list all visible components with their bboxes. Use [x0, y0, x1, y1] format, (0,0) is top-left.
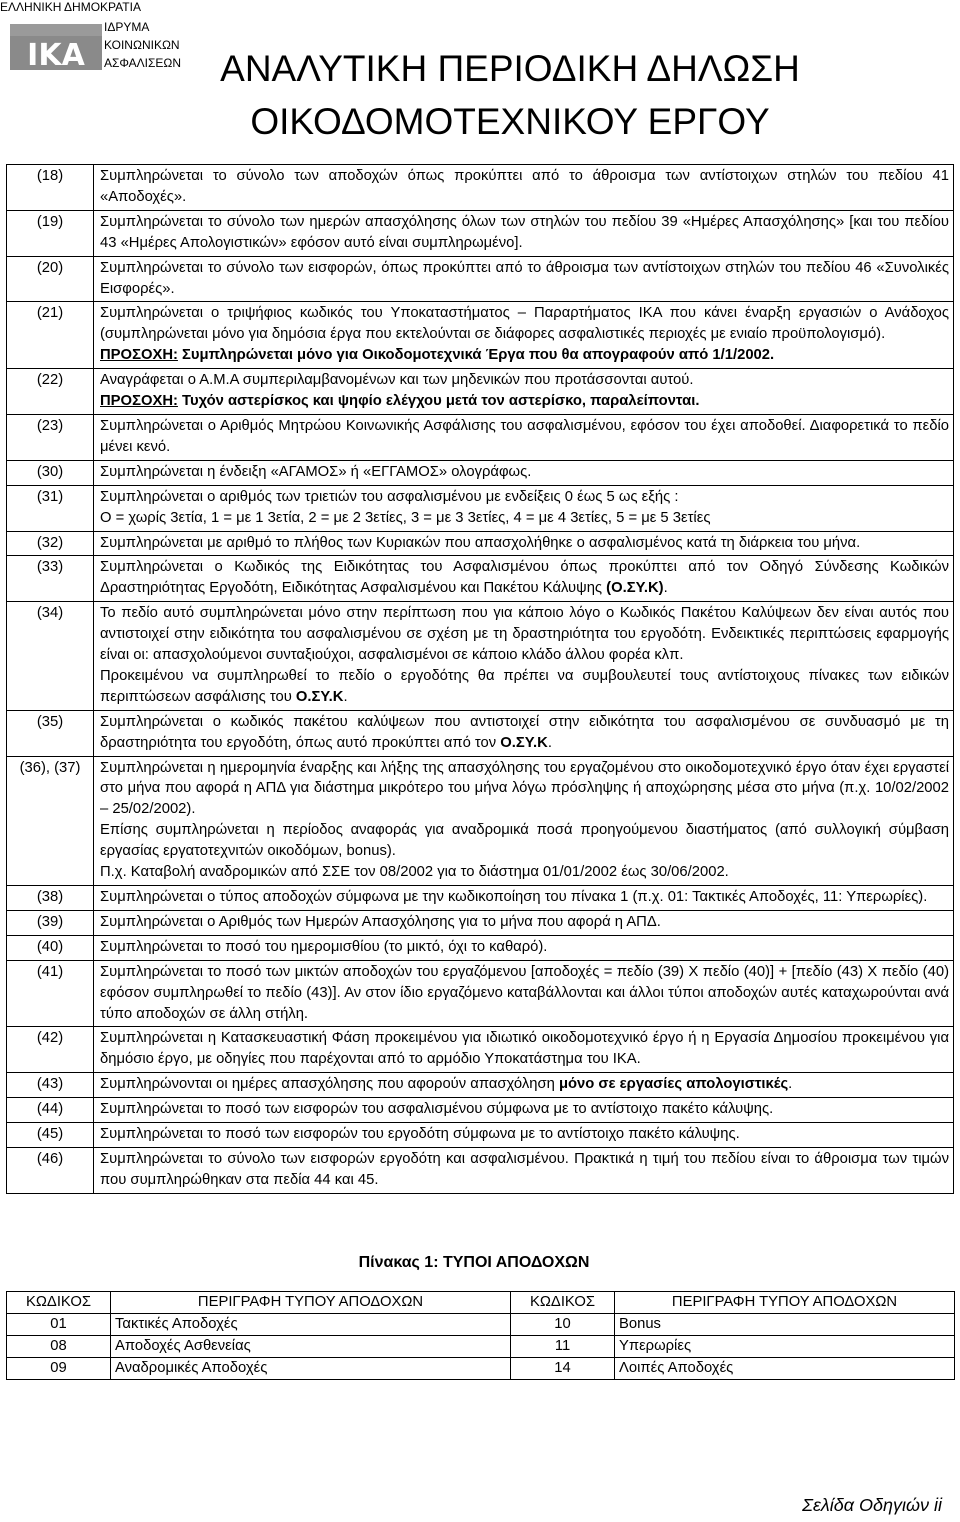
field-code: (38) [7, 886, 94, 911]
logo-text: ΙΚΑ [27, 38, 85, 70]
earnings-code: 10 [511, 1314, 615, 1336]
field-bold-text: (Ο.ΣΥ.Κ) [606, 580, 664, 597]
field-code: (40) [7, 935, 94, 960]
field-code: (46) [7, 1147, 94, 1193]
field-description [94, 556, 954, 602]
field-text-tail: . [788, 1076, 793, 1093]
field-text: Αναγράφεται ο Α.Μ.Α συμπεριλαμβανομένων και των μηδενικών που προτάσσονται αυτού. [100, 372, 694, 389]
field-text: Συμπληρώνεται η Κατασκευαστική Φάση προκειμένου για ιδιωτικό οικοδομοτεχνικό έργο ή η Εργασία Δημοσίου προκειμένου για δημόσιο έργο, με οδηγίες που παρέχονται από το αρμόδιο Υποκατάστημα του ΙΚΑ. [100, 1030, 949, 1068]
field-description [94, 756, 954, 885]
earnings-row [7, 1314, 955, 1336]
field-bold-text: Ο.ΣΥ.Κ [500, 734, 548, 751]
field-code: (45) [7, 1123, 94, 1148]
field-code: (44) [7, 1098, 94, 1123]
field-text: Συμπληρώνεται το ποσό των εισφορών του εργοδότη σύμφωνα με το αντίστοιχο πακέτο κάλυψης. [100, 1126, 740, 1143]
earnings-description: Αποδοχές Ασθενείας [111, 1336, 511, 1358]
field-row [7, 210, 954, 256]
field-description [94, 165, 954, 211]
field-description [94, 710, 954, 756]
field-code: (23) [7, 414, 94, 460]
earnings-description: Bonus [615, 1314, 955, 1336]
earnings-row [7, 1336, 955, 1358]
field-code: (19) [7, 210, 94, 256]
field-text: Συμπληρώνεται ο αριθμός των τριετιών του ασφαλισμένου με ενδείξεις 0 έως 5 ως εξής : [100, 488, 679, 505]
field-row [7, 886, 954, 911]
field-code: (39) [7, 910, 94, 935]
field-description [94, 886, 954, 911]
header-description-1: ΠΕΡΙΓΡΑΦΗ ΤΥΠΟΥ ΑΠΟΔΟΧΩΝ [111, 1292, 511, 1314]
earnings-code: 11 [511, 1336, 615, 1358]
field-description [94, 531, 954, 556]
warning-note [100, 391, 949, 412]
header-code-2: ΚΩΔΙΚΟΣ [511, 1292, 615, 1314]
field-description [94, 485, 954, 531]
earnings-header-row [7, 1292, 955, 1314]
field-row [7, 302, 954, 369]
earnings-code: 01 [7, 1314, 111, 1336]
field-row [7, 414, 954, 460]
earnings-description: Λοιπές Αποδοχές [615, 1358, 955, 1380]
field-bold-text: Ο.ΣΥ.Κ [295, 688, 344, 705]
field-description [94, 935, 954, 960]
field-text: Συμπληρώνεται ο Κωδικός της Ειδικότητας του Ασφαλισμένου όπως προκύπτει από τον Οδηγό Σύνδεσης Κωδικών Δραστηριότητας Εργοδότη, Ειδικότητας Ασφαλισμένου και Πακέτου Κάλυψης [100, 559, 949, 597]
field-row [7, 460, 954, 485]
warning-label: ΠΡΟΣΟΧΗ: [100, 347, 178, 364]
field-instructions-table [6, 164, 954, 1194]
field-row [7, 935, 954, 960]
field-description [94, 210, 954, 256]
org-line-republic: ΕΛΛΗΝΙΚΗ ΔΗΜΟΚΡΑΤΙΑ [0, 0, 141, 14]
field-row [7, 1123, 954, 1148]
field-description [94, 369, 954, 415]
field-description [94, 460, 954, 485]
field-text-tail: . [663, 580, 668, 597]
field-text: Συμπληρώνεται με αριθμό το πλήθος των Κυριακών που απασχολήθηκε ο ασφαλισμένος κατά τη διάρκεια του μήνα. [100, 534, 861, 551]
field-code: (22) [7, 369, 94, 415]
field-description [94, 1123, 954, 1148]
earnings-types-table [6, 1291, 955, 1380]
earnings-code: 09 [7, 1358, 111, 1380]
field-text: Συμπληρώνεται ο Αριθμός των Ημερών Απασχόλησης για το μήνα που αφορά η ΑΠΔ. [100, 913, 661, 930]
field-bold-text: μόνο σε εργασίες απολογιστικές [558, 1076, 789, 1093]
field-row [7, 556, 954, 602]
field-description [94, 256, 954, 302]
field-code: (30) [7, 460, 94, 485]
field-code: (41) [7, 960, 94, 1027]
field-text: Συμπληρώνεται ο τριψήφιος κωδικός του Υποκαταστήματος – Παραρτήματος ΙΚΑ που κάνει έναρξη εργασιών ο Ανάδοχος (συμπληρώνεται μόνο για δημόσια έργα που εκτελούνται σε διάφορες ασφαλιστικές περιοχές με ενιαίο προϋπολογισμό). [100, 305, 949, 343]
document-title-line2: ΟΙΚΟΔΟΜΟΤΕΧΝΙΚΟΥ ΕΡΓΟΥ [250, 101, 770, 142]
field-text: Συμπληρώνεται το σύνολο των εισφορών εργοδότη και ασφαλισμένου. Πρακτικά η τιμή του πεδίου είναι το άθροισμα των τιμών που συμπληρώθηκαν στα πεδία 44 και 45. [100, 1150, 949, 1188]
field-text: Συμπληρώνεται η ημερομηνία έναρξης και λήξης της απασχόλησης του εργαζομένου στο οικοδομοτεχνικό έργο όταν έχει εργαστεί στο μήνα που αφορά η ΑΠΔ για διάστημα μικρότερο του μήνα λόγω πρόσληψης ή αποχώρησης μέσα στο μήνα (π.χ. 10/02/2002 – 25/02/2002). [100, 759, 949, 818]
field-code: (21) [7, 302, 94, 369]
field-text: Συμπληρώνεται το σύνολο των εισφορών, όπως προκύπτει από το άθροισμα των αντίστοιχων στηλών του πεδίου 46 «Συνολικές Εισφορές». [100, 259, 949, 297]
field-description [94, 1073, 954, 1098]
field-text: Συμπληρώνεται ο Αριθμός Μητρώου Κοινωνικής Ασφάλισης του ασφαλισμένου, εφόσον του έχει αποδοθεί. Διαφορετικά το πεδίο μένει κενό. [100, 417, 949, 455]
field-row [7, 910, 954, 935]
field-row [7, 1027, 954, 1073]
field-description [94, 302, 954, 369]
field-row [7, 1147, 954, 1193]
field-row [7, 369, 954, 415]
field-text: Συμπληρώνονται οι ημέρες απασχόλησης που αφορούν απασχόληση [100, 1076, 559, 1093]
page-footer: Σελίδα Οδηγιών ii [802, 1495, 942, 1515]
field-description [94, 602, 954, 711]
field-text: Συμπληρώνεται η ένδειξη «ΑΓΑΜΟΣ» ή «ΕΓΓΑΜΟΣ» ολογράφως. [100, 463, 532, 480]
field-description [94, 1147, 954, 1193]
field-text-tail: . [547, 734, 552, 751]
field-code: (36), (37) [7, 756, 94, 885]
field-row [7, 960, 954, 1027]
header-code-1: ΚΩΔΙΚΟΣ [7, 1292, 111, 1314]
field-text: Συμπληρώνεται το σύνολο των ημερών απασχόλησης όλων των στηλών του πεδίου 39 «Ημέρες Απασχόλησης» [και του πεδίου 43 «Ημέρες Απολογιστικών» εφόσον αυτό είναι συμπληρωμένο]. [100, 213, 949, 251]
field-text-tail: . [343, 688, 348, 705]
field-description [94, 910, 954, 935]
field-row [7, 531, 954, 556]
field-code: (20) [7, 256, 94, 302]
field-description [94, 414, 954, 460]
field-description [94, 960, 954, 1027]
field-text-secondary: Ο = χωρίς 3ετία, 1 = με 1 3ετία, 2 = με 2 3ετίες, 3 = με 3 3ετίες, 4 = με 4 3ετίες, 5 = με 5 3ετίες [100, 509, 711, 526]
field-text: Συμπληρώνεται το ποσό του ημερομισθίου (το μικτό, όχι το καθαρό). [100, 938, 548, 955]
field-code: (18) [7, 165, 94, 211]
warning-note [100, 345, 949, 366]
field-text-secondary: Επίσης συμπληρώνεται η περίοδος αναφοράς για αναδρομικά ποσά προηγούμενου διαστήματος (από συλλογική σύμβαση εργασίας εργατοτεχνιτών οικοδόμων, bonus). [100, 822, 949, 860]
field-code: (35) [7, 710, 94, 756]
org-line-institute: ΙΔΡΥΜΑ [104, 20, 150, 34]
field-text: Συμπληρώνεται ο κωδικός πακέτου καλύψεων που αντιστοιχεί στην ειδικότητα του ασφαλισμένου σε συνδυασμό με τη δραστηριότητα του εργοδότη, όπως αυτό προκύπτει από τον [100, 713, 949, 751]
earnings-description: Αναδρομικές Αποδοχές [111, 1358, 511, 1380]
document-header [0, 0, 960, 160]
earnings-code: 08 [7, 1336, 111, 1358]
field-text: Συμπληρώνεται το ποσό των μικτών αποδοχών του εργαζόμενου [αποδοχές = πεδίο (39) Χ πεδίο (40)] + [πεδίο (43) Χ πεδίο (40) εφόσον συμπληρωθεί το πεδίο (43)]. Αν στον ίδιο εργαζόμενο καταβάλλονται και άλλοι τύποι αποδοχών αυτές καταχωρούνται ανά τύπο αποδοχών σε άλλη στήλη. [100, 963, 949, 1022]
org-line-insurance: ΑΣΦΑΛΙΣΕΩΝ [104, 56, 182, 70]
warning-text: Συμπληρώνεται μόνο για Οικοδομοτεχνικά Έργα που θα απογραφούν από 1/1/2002. [177, 347, 775, 364]
earnings-description: Τακτικές Αποδοχές [111, 1314, 511, 1336]
document-title-line1: ΑΝΑΛΥΤΙΚΗ ΠΕΡΙΟΔΙΚΗ ΔΗΛΩΣΗ [220, 48, 800, 89]
field-row [7, 256, 954, 302]
warning-label: ΠΡΟΣΟΧΗ: [100, 393, 178, 410]
warning-text: Τυχόν αστερίσκος και ψηφίο ελέγχου μετά τον αστερίσκο, παραλείπονται. [177, 393, 700, 410]
field-row [7, 1073, 954, 1098]
field-row [7, 485, 954, 531]
field-row [7, 602, 954, 711]
field-code: (33) [7, 556, 94, 602]
field-row [7, 1098, 954, 1123]
org-line-social: ΚΟΙΝΩΝΙΚΩΝ [104, 38, 180, 52]
field-code: (32) [7, 531, 94, 556]
earnings-table-title: Πίνακας 1: ΤΥΠΟΙ ΑΠΟΔΟΧΩΝ [358, 1254, 590, 1271]
earnings-row [7, 1358, 955, 1380]
field-code: (34) [7, 602, 94, 711]
field-text: Συμπληρώνεται ο τύπος αποδοχών σύμφωνα με την κωδικοποίηση του πίνακα 1 (π.χ. 01: Τακτικές Αποδοχές, 11: Υπερωρίες). [100, 889, 928, 905]
field-code: (42) [7, 1027, 94, 1073]
header-description-2: ΠΕΡΙΓΡΑΦΗ ΤΥΠΟΥ ΑΠΟΔΟΧΩΝ [615, 1292, 955, 1314]
field-code: (31) [7, 485, 94, 531]
field-text: Συμπληρώνεται το σύνολο των αποδοχών όπως προκύπτει από το άθροισμα των αντίστοιχων στηλών του πεδίου 41 «Αποδοχές». [100, 168, 949, 205]
field-text-example: Π.χ. Καταβολή αναδρομικών από ΣΣΕ τον 08/2002 για το διάστημα 01/01/2002 έως 30/06/2002. [100, 864, 729, 881]
field-description [94, 1098, 954, 1123]
field-description [94, 1027, 954, 1073]
field-text: Το πεδίο αυτό συμπληρώνεται μόνο στην περίπτωση που για κάποιο λόγο ο Κωδικός Πακέτου Καλύψεων δεν είναι αυτός που αντιστοιχεί στην ειδικότητα του ασφαλισμένου σε σχέση με τη δραστηριότητα του εργοδότη. Ενδεικτικές περιπτώσεις εφαρμογής είναι οι: απασχολούμενοι συνταξιούχοι, ασφαλισμένοι σε κάποιο κλάδο άλλου φορέα κλπ. [100, 605, 949, 664]
earnings-description: Υπερωρίες [615, 1336, 955, 1358]
field-row [7, 756, 954, 885]
field-code: (43) [7, 1073, 94, 1098]
field-text-secondary: Προκειμένου να συμπληρωθεί το πεδίο ο εργοδότης θα πρέπει να συμβουλευτεί τους αντίστοιχους πίνακες των ειδικών περιπτώσεων ασφάλισης του [100, 667, 949, 705]
earnings-code: 14 [511, 1358, 615, 1380]
field-text: Συμπληρώνεται το ποσό των εισφορών του ασφαλισμένου σύμφωνα με το αντίστοιχο πακέτο κάλυψης. [100, 1101, 774, 1118]
field-row [7, 165, 954, 211]
field-row [7, 710, 954, 756]
